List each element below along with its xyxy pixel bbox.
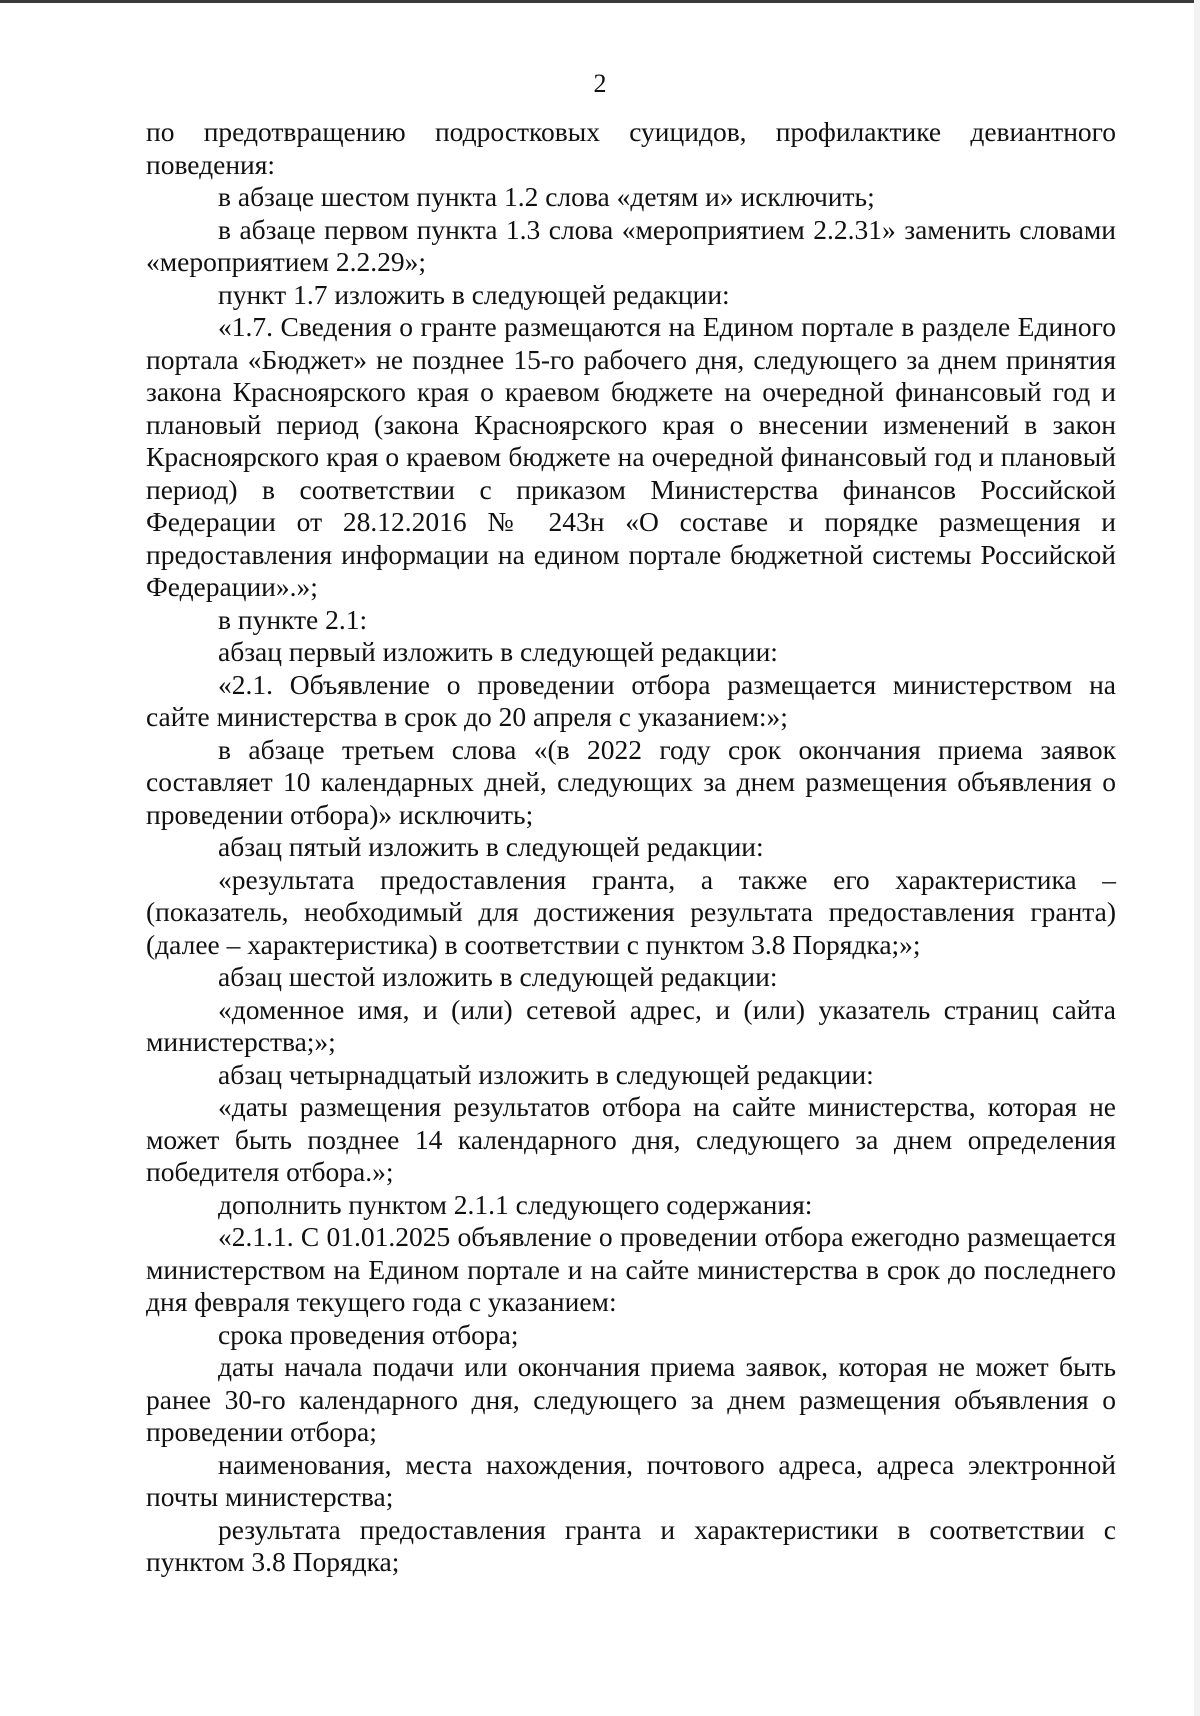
paragraph: в пункте 2.1:	[218, 603, 368, 635]
paragraph: «2.1. Объявление о проведении отбора размещается министерством на сайте министерства в срок до 20 апреля с указанием:»;	[146, 668, 1116, 732]
paragraph: даты начала подачи или окончания приема заявок, которая не может быть ранее 30-го календарного дня, следующего за днем размещения объявления о проведении отбора;	[146, 1351, 1116, 1447]
paragraph: «результата предоставления гранта, а также его характеристика – (показатель, необходимый для достижения результата предоставления гранта) (далее – характеристика) в соответствии с пунктом 3.8 Порядка;»;	[146, 863, 1116, 960]
paragraph: наименования, места нахождения, почтового адреса, адреса электронной почты министерства;	[146, 1448, 1116, 1512]
document-body	[146, 116, 1116, 1579]
paragraph: «доменное имя, и (или) сетевой адрес, и (или) указатель страниц сайта министерства;»;	[146, 993, 1116, 1057]
paragraph-continuation: по предотвращению подростковых суицидов, профилактике девиантного поведения:	[146, 116, 1116, 180]
paragraph: в абзаце третьем слова «(в 2022 году срок окончания приема заявок составляет 10 календарных дней, следующих за днем размещения объявления о проведении отбора)» исключить;	[146, 733, 1116, 830]
paragraph: дополнить пунктом 2.1.1 следующего содержания:	[218, 1188, 813, 1220]
paragraph: результата предоставления гранта и характеристики в соответствии с пунктом 3.8 Порядка;	[146, 1513, 1116, 1577]
paragraph: абзац четырнадцатый изложить в следующей редакции:	[218, 1058, 874, 1090]
paragraph: «1.7. Сведения о гранте размещаются на Едином портале в разделе Единого портала «Бюджет» не позднее 15-го рабочего дня, следующего за днем принятия закона Красноярского края о краевом бюджете на очередной финансовый год и плановый период (закона Красноярского края о внесении изменений в закон Красноярского края о краевом бюджете на очередной финансовый год и плановый период) в соответствии с приказом Министерства финансов Российской Федерации от 28.12.2016 № 243н «О составе и порядке размещения и предоставления информации на едином портале бюджетной системы Российской Федерации».»;	[146, 311, 1116, 602]
paragraph: в абзаце шестом пункта 1.2 слова «детям и» исключить;	[218, 181, 875, 212]
scan-top-edge	[0, 0, 1200, 3]
paragraph: абзац пятый изложить в следующей редакции:	[218, 831, 764, 862]
paragraph: абзац первый изложить в следующей редакции:	[218, 636, 778, 667]
paragraph: «даты размещения результатов отбора на сайте министерства, которая не может быть позднее 14 календарного дня, следующего за днем определения победителя отбора.»;	[146, 1091, 1116, 1187]
page-number: 2	[593, 69, 607, 98]
scan-right-edge	[1194, 0, 1200, 1716]
paragraph: абзац шестой изложить в следующей редакции:	[218, 961, 778, 992]
paragraph: в абзаце первом пункта 1.3 слова «мероприятием 2.2.31» заменить словами «мероприятием 2.2.29»;	[146, 213, 1116, 277]
paragraph: срока проведения отбора;	[218, 1318, 519, 1350]
paragraph: пункт 1.7 изложить в следующей редакции:	[218, 278, 730, 310]
paragraph: «2.1.1. С 01.01.2025 объявление о проведении отбора ежегодно размещается министерством на Едином портале и на сайте министерства в срок до последнего дня февраля текущего года с указанием:	[146, 1221, 1116, 1317]
